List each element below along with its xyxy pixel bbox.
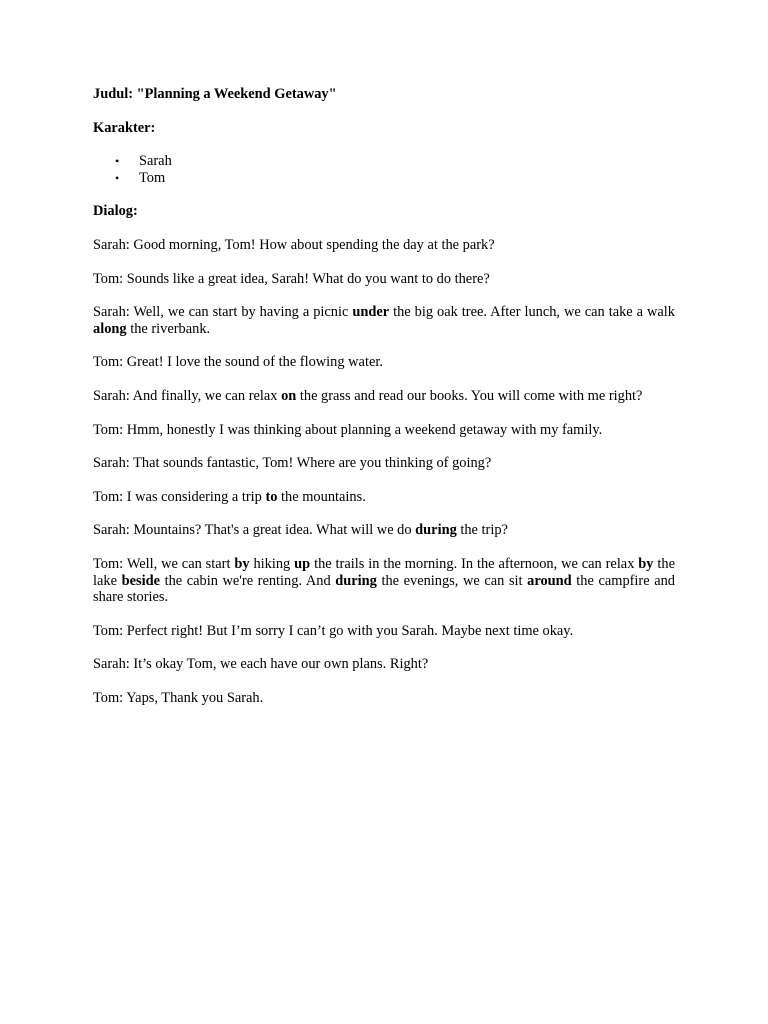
preposition-highlight: during	[335, 572, 377, 589]
dialog-text: the trails in the morning. In the afternoon, we can relax	[310, 555, 639, 572]
dialog-text: the lake	[93, 555, 675, 589]
character-item	[93, 170, 675, 187]
dialog-text: Sarah: Well, we can start by having a picnic	[93, 304, 353, 321]
preposition-highlight: by	[234, 555, 250, 572]
dialog-line	[93, 271, 675, 288]
bullet-icon: •	[115, 154, 120, 169]
dialog-text: the cabin we're renting. And	[159, 572, 336, 589]
preposition-highlight: by	[638, 555, 654, 572]
dialog-text: Sarah: Mountains? That's a great idea. What will we do	[93, 522, 416, 539]
dialog-text: the mountains.	[277, 488, 366, 505]
dialog-text: Tom: Well, we can start	[93, 555, 235, 572]
character-name: Sarah	[139, 153, 172, 170]
character-list	[93, 153, 675, 186]
preposition-highlight: during	[415, 522, 457, 539]
preposition-highlight: on	[281, 387, 297, 404]
document-title: Judul: "Planning a Weekend Getaway"	[93, 86, 337, 102]
dialog-line	[93, 237, 675, 254]
dialog-text: Tom: Yaps, Thank you Sarah.	[93, 689, 264, 706]
dialog-heading: Dialog:	[93, 203, 138, 220]
dialog-text: hiking	[249, 555, 295, 572]
preposition-highlight: up	[294, 555, 311, 572]
dialog-line	[93, 304, 675, 337]
dialog-text: Sarah: That sounds fantastic, Tom! Where are you thinking of going?	[93, 455, 492, 472]
dialog-text: Tom: Hmm, honestly I was thinking about planning a weekend getaway with my family.	[93, 421, 603, 438]
preposition-highlight: beside	[121, 572, 160, 589]
dialog-text: the evenings, we can sit	[376, 572, 528, 589]
dialog-line	[93, 656, 675, 673]
preposition-highlight: to	[265, 488, 278, 505]
dialog-line	[93, 455, 675, 472]
dialog-text: Sarah: Good morning, Tom! How about spending the day at the park?	[93, 236, 495, 253]
dialog-line	[93, 690, 675, 707]
dialog-text: Sarah: And finally, we can relax	[93, 387, 282, 404]
character-item	[93, 153, 675, 170]
dialog-text: Tom: I was considering a trip	[93, 488, 266, 505]
dialog-text: the trip?	[456, 522, 508, 539]
dialog-text: Tom: Sounds like a great idea, Sarah! What do you want to do there?	[93, 270, 490, 287]
dialog-text: Sarah: It’s okay Tom, we each have our own plans. Right?	[93, 656, 429, 673]
dialog-line	[93, 489, 675, 506]
dialog-line	[93, 354, 675, 371]
dialog-text: the grass and read our books. You will come with me right?	[296, 387, 643, 404]
dialog-text: Tom: Perfect right! But I’m sorry I can’t go with you Sarah. Maybe next time okay.	[93, 622, 574, 639]
character-name: Tom	[139, 169, 166, 186]
dialog-text: the riverbank.	[126, 320, 211, 337]
dialog-text: the big oak tree. After lunch, we can take a walk	[389, 304, 675, 321]
dialog-body	[93, 237, 675, 707]
preposition-highlight: along	[93, 320, 127, 337]
dialog-line	[93, 388, 675, 405]
preposition-highlight: under	[352, 304, 390, 321]
characters-heading: Karakter:	[93, 119, 156, 136]
preposition-highlight: around	[527, 572, 572, 589]
dialog-line	[93, 422, 675, 439]
dialog-text: Tom: Great! I love the sound of the flowing water.	[93, 354, 383, 371]
dialog-line	[93, 522, 675, 539]
dialog-text: the campfire and share stories.	[93, 572, 675, 606]
dialog-line	[93, 623, 675, 640]
bullet-icon: •	[115, 170, 120, 185]
dialog-line	[93, 556, 675, 606]
